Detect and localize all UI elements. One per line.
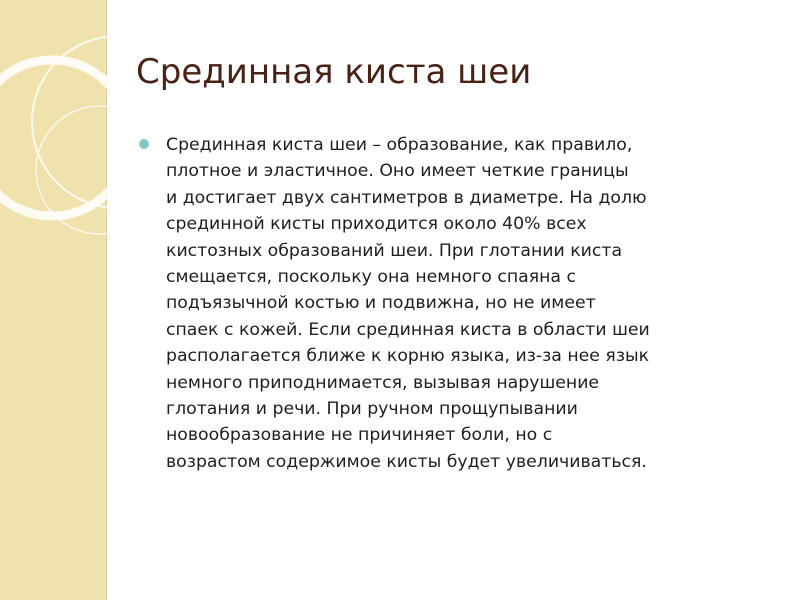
text-line: смещается, поскольку она немного спаяна с	[166, 267, 576, 288]
text-line: Срединная киста шеи – образование, как правило,	[166, 135, 633, 155]
bullet-text	[166, 132, 786, 475]
text-line: возрастом содержимое кисты будет увеличиваться.	[166, 451, 647, 472]
text-line: подъязычной костью и подвижна, но не имеет	[166, 293, 596, 314]
text-line: располагается ближе к корню языка, из-за нее язык	[166, 346, 650, 367]
bullet-item	[136, 132, 786, 475]
text-line: кистозных образований шеи. При глотании киста	[166, 240, 623, 261]
text-line: спаек с кожей. Если срединная киста в области шеи	[166, 319, 650, 340]
text-line: плотное и эластичное. Оно имеет четкие границы	[166, 161, 629, 182]
slide-content	[136, 132, 786, 475]
text-line: новообразование не причиняет боли, но с	[166, 425, 553, 446]
bullet-dot-icon	[139, 139, 149, 149]
text-line: срединной кисты приходится около 40% всех	[166, 214, 587, 235]
text-line: и достигает двух сантиметров в диаметре. На долю	[166, 187, 647, 208]
slide-title: Срединная киста шеи	[136, 52, 532, 92]
text-line: немного приподнимается, вызывая нарушение	[166, 372, 600, 393]
text-line: глотания и речи. При ручном прощупывании	[166, 399, 578, 420]
